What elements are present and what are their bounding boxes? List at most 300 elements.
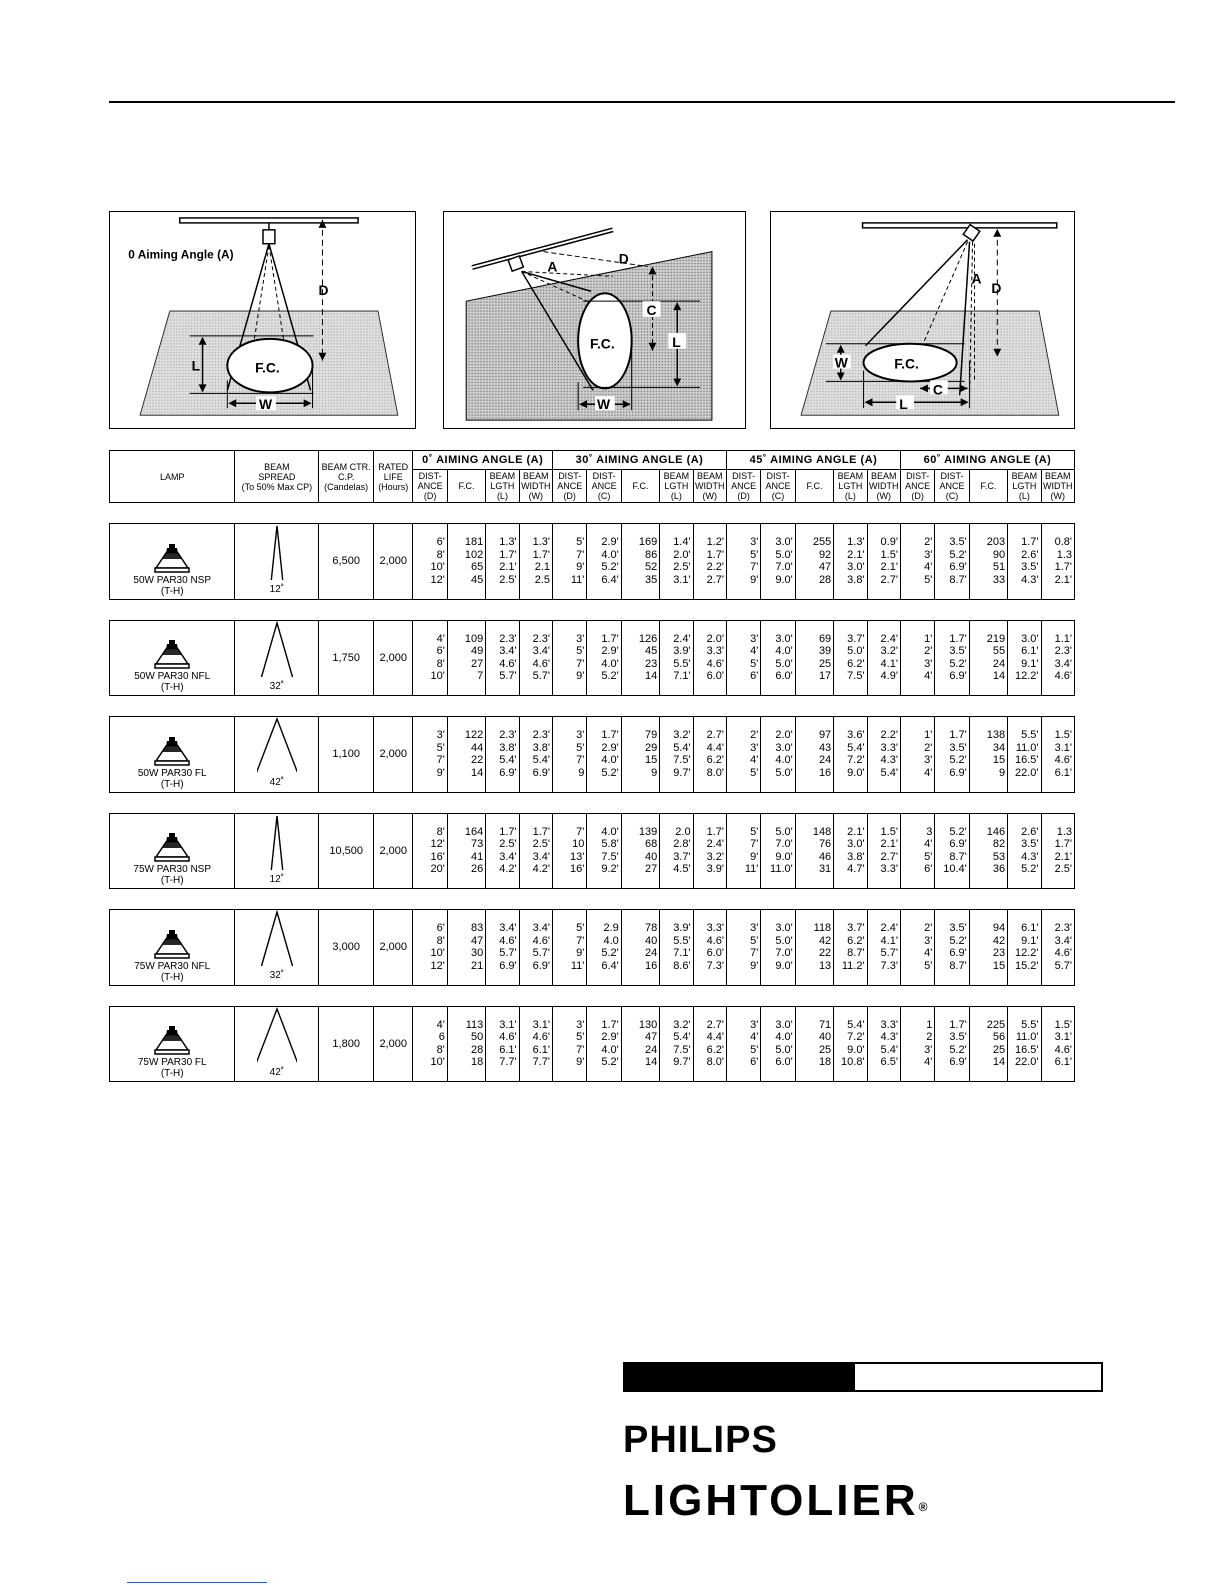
header-line: (Hours) (378, 481, 409, 492)
value: 4.6' (1054, 947, 1072, 960)
value-cell-a30 (660, 717, 693, 793)
value: 27 (644, 863, 658, 876)
value-cell-a45 (867, 620, 900, 696)
value: 14 (992, 1056, 1006, 1069)
value: 6.2' (706, 1043, 724, 1056)
header-sub (486, 470, 519, 503)
value-cell-a30 (693, 620, 726, 696)
header-sub (587, 470, 621, 503)
value: 8' (436, 657, 445, 670)
beam-spread-value: 12˚ (269, 873, 285, 885)
value: 7' (576, 825, 585, 838)
value: 4.0' (775, 754, 793, 767)
value: 51 (992, 561, 1006, 574)
value: 4.0' (601, 825, 619, 838)
value-cell-a45 (726, 524, 760, 600)
value: 3.1' (1054, 741, 1072, 754)
header-line: ANCE (591, 481, 617, 491)
value: 40 (818, 1031, 832, 1044)
value: 5.5' (1021, 729, 1039, 742)
value: 11.0' (1015, 741, 1039, 754)
value: 28 (471, 1043, 484, 1056)
value: 25 (992, 1043, 1006, 1056)
value-cell-a0 (413, 910, 447, 986)
header-sub (935, 470, 969, 503)
value: 5.2' (949, 934, 967, 947)
value: 2.1' (1054, 573, 1072, 586)
header-line: BEAM (1011, 471, 1038, 481)
value: 8.0' (706, 1056, 724, 1069)
value: 4.3' (1021, 850, 1039, 863)
value-cell-a30 (621, 524, 659, 600)
value-cell-a0 (447, 620, 485, 696)
header-line: WIDTH (869, 481, 899, 491)
value-cell-a0 (413, 717, 447, 793)
value: 6.9' (949, 561, 967, 574)
value: 2.9' (601, 741, 619, 754)
value: 42 (818, 934, 832, 947)
value: 78 (644, 922, 658, 935)
value: 6' (436, 645, 445, 658)
value-cell-a0 (519, 620, 552, 696)
value: 15 (644, 754, 658, 767)
value: 113 (465, 1018, 484, 1031)
value: 1.7' (1054, 838, 1072, 851)
value: 3.8' (499, 741, 517, 754)
value: 4.2' (532, 863, 550, 876)
header-sub (693, 470, 726, 503)
value-cell-a0 (519, 1006, 552, 1082)
beam-ctr-cp-cell: 1,750 (319, 620, 374, 696)
value-cell-a30 (553, 910, 587, 986)
value: 11.2' (841, 959, 865, 972)
value: 6.9' (499, 766, 517, 779)
header-line: (D) (563, 491, 576, 501)
value: 3' (750, 1018, 759, 1031)
value-cell-a30 (621, 813, 659, 889)
value: 148 (812, 825, 832, 838)
value-cell-a45 (795, 524, 833, 600)
table-row (110, 620, 1075, 696)
value: 1.5' (880, 548, 898, 561)
value: 5' (576, 922, 585, 935)
value: 2.5' (532, 838, 550, 851)
value: 3.3' (880, 1018, 898, 1031)
value: 3.3' (706, 922, 724, 935)
value: 6' (436, 536, 445, 549)
diagram-30-label-fc: F.C. (590, 335, 615, 352)
value: 3.8' (847, 850, 865, 863)
value-cell-a45 (834, 813, 867, 889)
value-cell-a60 (1041, 524, 1074, 600)
beam-ctr-cp-cell: 1,800 (319, 1006, 374, 1082)
value-cell-a30 (621, 1006, 659, 1082)
table-row (110, 717, 1075, 793)
value: 3.4' (1054, 934, 1072, 947)
value: 1.5' (1054, 1018, 1072, 1031)
value: 5' (924, 959, 933, 972)
value: 4' (924, 670, 933, 683)
value: 11' (744, 863, 759, 876)
value: 3.4' (1054, 657, 1072, 670)
value: 4' (924, 561, 933, 574)
value: 4.3' (880, 1031, 898, 1044)
value: 5.0' (775, 825, 793, 838)
value: 3.5' (949, 741, 967, 754)
value-cell-a0 (447, 717, 485, 793)
value: 4.1' (880, 934, 898, 947)
value-cell-a0 (447, 910, 485, 986)
value: 1.3' (499, 536, 517, 549)
header-line: BEAM (264, 461, 290, 472)
top-rule (109, 101, 1175, 103)
lamp-cell (110, 717, 235, 793)
value: 5' (576, 645, 585, 658)
value: 2.7' (880, 850, 898, 863)
diagram-30-label-d: D (618, 250, 629, 267)
value-cell-a45 (834, 910, 867, 986)
value: 6.1' (532, 1043, 550, 1056)
value: 2.1' (847, 548, 865, 561)
value: 4' (750, 1031, 759, 1044)
value: 3' (924, 754, 933, 767)
header-line: (W) (1050, 491, 1066, 501)
value-cell-a30 (587, 620, 621, 696)
value: 3.4' (499, 922, 517, 935)
lamp-name: (T-H) (160, 682, 184, 693)
value-cell-a60 (969, 524, 1007, 600)
value: 3' (750, 536, 759, 549)
header-line: (D) (911, 491, 924, 501)
value: 1.7' (706, 825, 724, 838)
value: 5.7' (880, 947, 898, 960)
row-spacer (110, 696, 1075, 717)
header-line: BEAM (870, 471, 897, 481)
value: 8.6' (673, 959, 691, 972)
value-cell-a30 (587, 524, 621, 600)
value: 23 (992, 947, 1006, 960)
value: 3.8' (847, 573, 865, 586)
value-cell-a30 (587, 813, 621, 889)
value-cell-a60 (935, 524, 969, 600)
value-cell-a60 (1008, 524, 1041, 600)
header-line: (W) (528, 491, 544, 501)
value-cell-a60 (1041, 717, 1074, 793)
value: 4.0' (601, 657, 619, 670)
value: 5' (750, 934, 759, 947)
value: 3' (924, 934, 933, 947)
value: 12' (430, 573, 445, 586)
beam-ctr-cp-cell: 1,100 (319, 717, 374, 793)
value: 1.7' (532, 825, 550, 838)
value: 4' (924, 1056, 933, 1069)
value: 102 (464, 548, 484, 561)
value-cell-a60 (969, 717, 1007, 793)
diagram-30-label-c: C (646, 302, 657, 319)
value-cell-a0 (413, 524, 447, 600)
value: 3.1' (499, 1018, 517, 1031)
value: 2.0' (673, 548, 691, 561)
value: 10' (430, 1056, 445, 1069)
value: 25 (818, 1043, 832, 1056)
value: 4.1' (880, 657, 898, 670)
value-cell-a45 (761, 524, 795, 600)
value: 6.0' (706, 670, 724, 683)
value: 3.5' (949, 536, 967, 549)
value: 126 (638, 632, 658, 645)
value: 43 (818, 741, 832, 754)
value: 53 (992, 850, 1006, 863)
value: 3.0' (847, 838, 865, 851)
diagram-angled-label-c: C (932, 381, 943, 398)
row-spacer (110, 889, 1075, 910)
header-line: (L) (670, 491, 682, 501)
value: 5.0' (775, 934, 793, 947)
value: 9 (578, 766, 585, 779)
header-line: (To 50% Max CP) (241, 481, 313, 492)
value: 5.4' (673, 741, 691, 754)
value: 6 (438, 1031, 445, 1044)
value: 49 (471, 645, 484, 658)
value: 1.7' (706, 548, 724, 561)
value: 3' (576, 729, 585, 742)
header-line: DIST- (592, 471, 616, 481)
value: 9 (999, 766, 1006, 779)
header-beam-ctr (319, 451, 374, 503)
value: 4.0' (775, 645, 793, 658)
value-cell-a30 (693, 717, 726, 793)
beam-spread-icon (257, 814, 297, 872)
beam-spread-icon (257, 524, 297, 582)
value: 3.4' (499, 645, 517, 658)
value: 225 (986, 1018, 1006, 1031)
value-cell-a45 (761, 1006, 795, 1082)
value: 0.9' (880, 536, 898, 549)
value-cell-a30 (621, 620, 659, 696)
value-cell-a45 (834, 524, 867, 600)
value: 11' (570, 573, 585, 586)
header-sub (553, 470, 587, 503)
value: 6.1' (1021, 922, 1039, 935)
header-line: WIDTH (695, 481, 725, 491)
header-line: DIST- (766, 471, 790, 481)
value: 5.0' (775, 1043, 793, 1056)
beam-spread-value: 12˚ (269, 584, 285, 595)
value: 2.7' (706, 729, 724, 742)
value: 5.7' (532, 947, 550, 960)
footer-link-line (127, 1582, 267, 1583)
value: 122 (464, 729, 484, 742)
value: 4.9' (880, 670, 898, 683)
value: 46 (818, 850, 832, 863)
value: 3.5' (1021, 561, 1039, 574)
value: 55 (992, 645, 1006, 658)
value-cell-a45 (726, 620, 760, 696)
value-cell-a45 (761, 910, 795, 986)
value: 82 (992, 838, 1006, 851)
value: 14 (471, 766, 484, 779)
beam-spread-cell (235, 1006, 319, 1082)
value: 56 (992, 1031, 1006, 1044)
value: 6.0' (775, 670, 793, 683)
value: 2.3' (532, 729, 550, 742)
value: 3' (924, 548, 933, 561)
value-cell-a0 (519, 717, 552, 793)
value: 3.3' (706, 645, 724, 658)
header-line: SPREAD (258, 471, 296, 482)
value-cell-a30 (693, 1006, 726, 1082)
lamp-bulb-icon (153, 544, 191, 574)
header-line: (C) (945, 491, 959, 501)
value: 2.4' (880, 632, 898, 645)
value: 3.5' (1021, 838, 1039, 851)
value: 1.7' (1054, 561, 1072, 574)
value: 1.5' (880, 825, 898, 838)
value: 47 (818, 561, 832, 574)
value-cell-a60 (900, 910, 934, 986)
value: 29 (644, 741, 658, 754)
beam-spread-value: 32˚ (269, 680, 285, 692)
value: 10' (430, 670, 445, 683)
brand-bar-fill (625, 1364, 855, 1390)
diagram-angled-label-d: D (991, 280, 1002, 297)
value: 24 (644, 947, 658, 960)
header-line: (D) (423, 491, 437, 501)
value: 16 (818, 766, 832, 779)
value: 3.9' (673, 645, 691, 658)
value: 14 (992, 670, 1006, 683)
value: 7.1' (673, 670, 691, 683)
header-line: ANCE (417, 481, 443, 491)
value: 4.6' (1054, 754, 1072, 767)
value: 10.4' (943, 863, 967, 876)
value: 2.5' (499, 573, 517, 586)
header-line: RATED (378, 461, 409, 472)
value: 7' (750, 838, 759, 851)
value: 16' (570, 863, 585, 876)
lamp-name: (T-H) (160, 1068, 184, 1079)
value: 1.7' (949, 1018, 967, 1031)
diagram-0-label-w: W (259, 396, 273, 413)
value: 1.7' (949, 729, 967, 742)
value: 3.4' (532, 922, 550, 935)
diagram-0-label-fc: F.C. (255, 359, 280, 376)
diagram-30-degree (443, 211, 746, 429)
rated-life-cell: 2,000 (373, 813, 412, 889)
header-beam-spread (235, 451, 319, 503)
registered-mark: ® (918, 1500, 928, 1514)
value: 2.7' (880, 573, 898, 586)
value: 4.0 (603, 934, 619, 947)
value-cell-a60 (900, 813, 934, 889)
header-line: ANCE (557, 481, 583, 491)
value: 86 (644, 548, 658, 561)
value: 2 (926, 1031, 933, 1044)
lamp-name: 50W PAR30 FL (137, 767, 207, 779)
value: 6.1' (1054, 766, 1072, 779)
header-line: (Candelas) (324, 481, 369, 492)
value: 109 (464, 632, 484, 645)
value: 50 (471, 1031, 484, 1044)
value: 7.2' (847, 1031, 865, 1044)
header-line: (W) (702, 491, 718, 501)
value: 2.7' (706, 1018, 724, 1031)
value-cell-a0 (486, 717, 519, 793)
value: 5' (576, 1031, 585, 1044)
value: 2.3' (1054, 645, 1072, 658)
value: 4.6' (532, 934, 550, 947)
value-cell-a60 (1008, 620, 1041, 696)
value: 8' (436, 934, 445, 947)
value: 5.2' (949, 754, 967, 767)
table-row (110, 910, 1075, 986)
value: 76 (818, 838, 832, 851)
value: 83 (471, 922, 484, 935)
value: 8' (436, 548, 445, 561)
value: 3.1' (673, 573, 691, 586)
diagram-0-caption: 0 Aiming Angle (A) (128, 247, 234, 262)
value: 2.1' (880, 561, 898, 574)
header-line: ANCE (731, 481, 757, 491)
rated-life-cell: 2,000 (373, 524, 412, 600)
value: 16.5' (1015, 754, 1039, 767)
value: 12' (430, 838, 445, 851)
value: 5.7' (532, 670, 550, 683)
lamp-name: (T-H) (160, 585, 184, 597)
value-cell-a60 (900, 524, 934, 600)
value: 1.7' (1021, 536, 1039, 549)
value-cell-a45 (834, 620, 867, 696)
value: 11.0' (770, 863, 793, 876)
header-line: F.C. (980, 481, 997, 491)
value: 8.7' (949, 573, 967, 586)
header-line: C.P. (338, 471, 355, 482)
value: 4.0' (601, 1043, 619, 1056)
value: 5.2' (601, 1056, 619, 1069)
value-cell-a0 (486, 1006, 519, 1082)
header-row-groups (110, 451, 1075, 470)
value: 1.5' (1054, 729, 1072, 742)
value-cell-a45 (867, 717, 900, 793)
row-spacer (110, 503, 1075, 524)
value: 16' (430, 850, 445, 863)
value: 2' (750, 729, 759, 742)
value: 9.7' (673, 766, 691, 779)
value: 94 (992, 922, 1006, 935)
value-cell-a45 (726, 813, 760, 889)
value: 2.7' (706, 573, 724, 586)
value: 0.8' (1054, 536, 1072, 549)
value: 22 (818, 947, 832, 960)
value: 138 (986, 729, 1006, 742)
rated-life-cell: 2,000 (373, 717, 412, 793)
table-header (110, 451, 1075, 503)
value: 2.3' (499, 632, 517, 645)
value: 4.6' (532, 657, 550, 670)
value: 3.9' (673, 922, 691, 935)
diagram-angled-label-l: L (899, 396, 908, 413)
value: 2.9 (603, 922, 619, 935)
value: 4.6' (706, 934, 724, 947)
value: 5' (750, 548, 759, 561)
value-cell-a0 (486, 910, 519, 986)
header-line: LIFE (383, 471, 403, 482)
value: 2.6' (1021, 825, 1039, 838)
beam-spread-icon (257, 717, 297, 775)
value-cell-a45 (867, 524, 900, 600)
beam-spread-value: 32˚ (269, 970, 285, 981)
value: 1.3 (1056, 825, 1072, 838)
